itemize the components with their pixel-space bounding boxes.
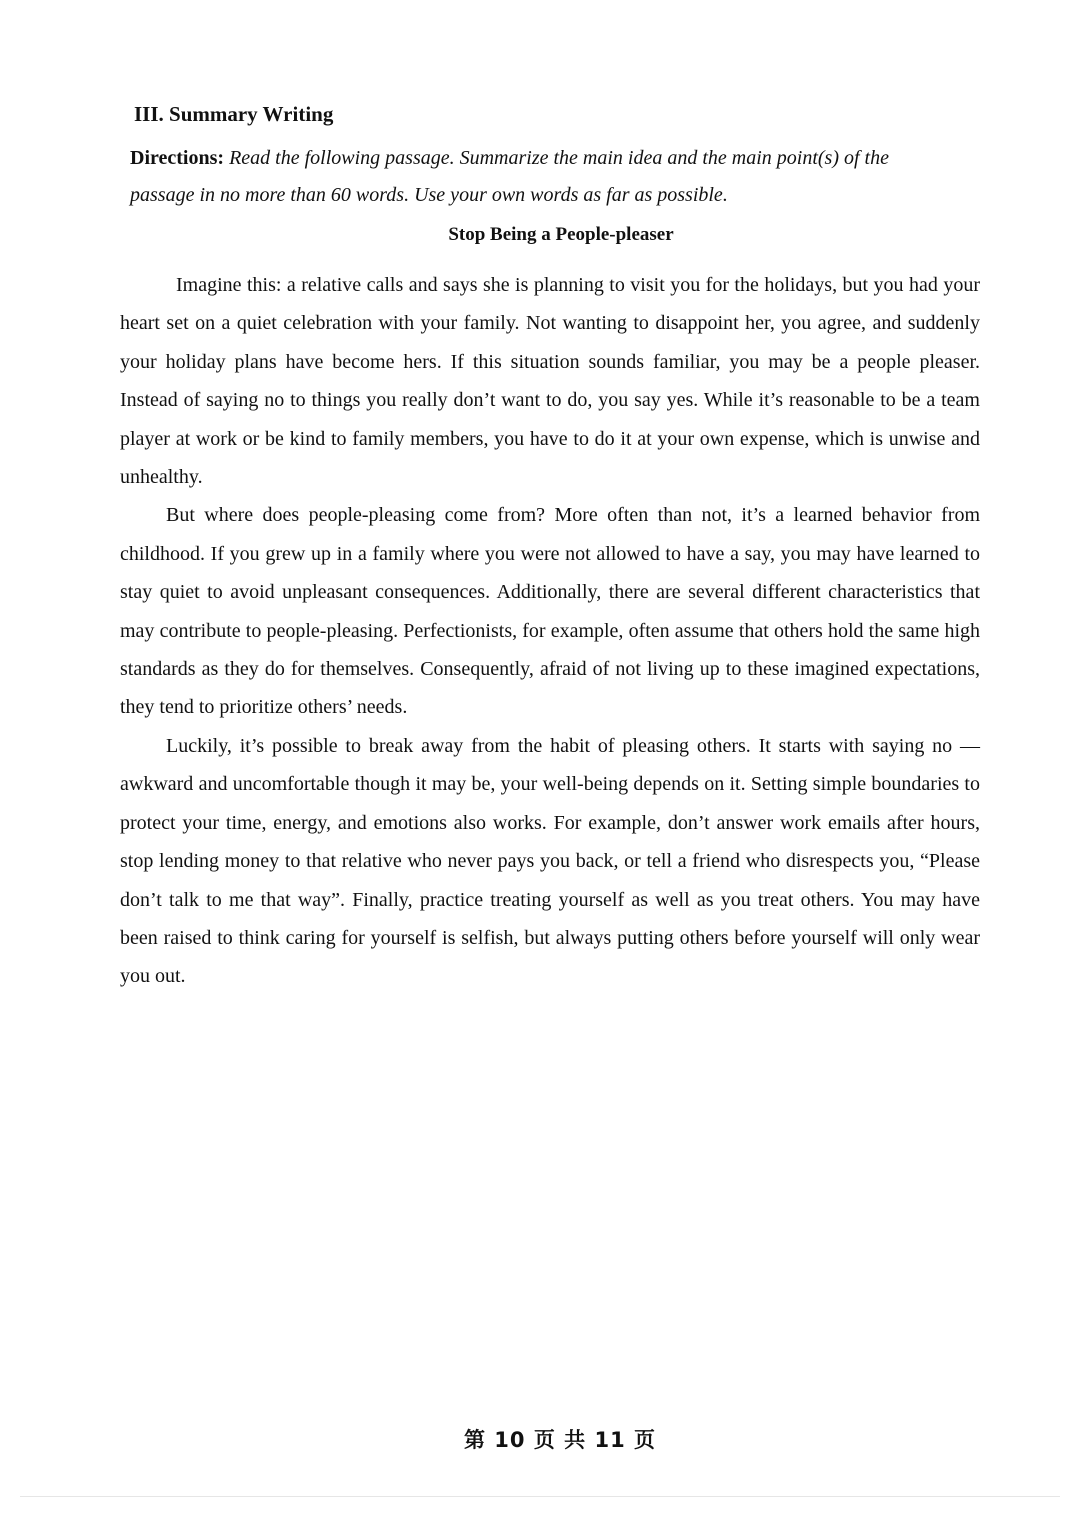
- directions: [130, 140, 950, 214]
- passage-paragraph-1: Imagine this: a relative calls and says she is planning to visit you for the holidays, but you had your heart set on a quiet celebration with your family. Not wanting to disappoint her, you agree, and suddenly your holiday plans have become hers. If this situation sounds familiar, you may be a people pleaser. Instead of saying no to things you really don’t want to do, you say yes. While it’s reasonable to be a team player at work or be kind to family members, you have to do it at your own expense, which is unwise and unhealthy.: [120, 274, 980, 489]
- passage-title: Stop Being a People-pleaser: [448, 224, 674, 245]
- section-heading: III. Summary Writing: [134, 102, 334, 126]
- directions-label: Directions:: [130, 147, 225, 169]
- directions-text: Read the following passage. Summarize the main idea and the main point(s) of the passage in no more than 60 words. Use your own words as far as possible.: [130, 147, 889, 206]
- page-bottom-edge: [20, 1496, 1060, 1497]
- passage-paragraph-2: But where does people-pleasing come from? More often than not, it’s a learned behavior from childhood. If you grew up in a family where you were not allowed to have a say, you may have learned to stay quiet to avoid unpleasant consequences. Additionally, there are several different characteristics that may contribute to people-pleasing. Perfectionists, for example, often assume that others hold the same high standards as they do for themselves. Consequently, afraid of not living up to these imagined expectations, they tend to prioritize others’ needs.: [120, 504, 980, 719]
- passage-body: [120, 266, 980, 996]
- passage-paragraph-3: Luckily, it’s possible to break away from the habit of pleasing others. It starts with saying no — awkward and uncomfortable though it may be, your well-being depends on it. Setting simple boundaries to protect your time, energy, and emotions also works. For example, don’t answer work emails after hours, stop lending money to that relative who never pays you back, or tell a friend who disrespects you, “Please don’t talk to me that way”. Finally, practice treating yourself as well as you treat others. You may have been raised to think caring for yourself is selfish, but always putting others before yourself will only wear you out.: [120, 734, 980, 988]
- page-number: 第 10 页 共 11 页: [463, 1428, 656, 1452]
